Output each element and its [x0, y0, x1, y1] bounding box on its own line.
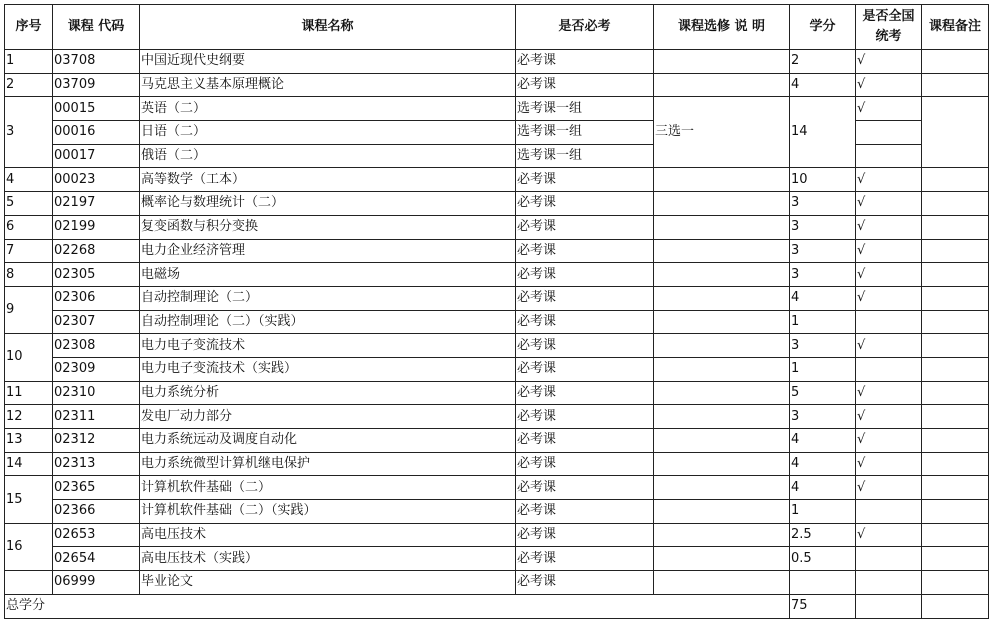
credits-cell: 1 [790, 310, 856, 334]
name-cell: 高等数学（工本） [140, 168, 516, 192]
credits-cell: 10 [790, 168, 856, 192]
national-cell: √ [856, 452, 922, 476]
seq-cell: 6 [5, 215, 53, 239]
table-row [5, 429, 989, 453]
type-cell: 必考课 [516, 334, 654, 358]
note-cell [654, 50, 790, 74]
name-cell: 英语（二） [140, 97, 516, 121]
type-cell: 必考课 [516, 239, 654, 263]
remark-cell [922, 500, 989, 524]
header-course-name: 课程名称 [140, 5, 516, 50]
type-cell: 选考课一组 [516, 144, 654, 168]
remark-cell [922, 50, 989, 74]
name-cell: 发电厂动力部分 [140, 405, 516, 429]
name-cell: 电力企业经济管理 [140, 239, 516, 263]
type-cell: 必考课 [516, 168, 654, 192]
national-cell [856, 310, 922, 334]
type-cell: 必考课 [516, 215, 654, 239]
remark-cell [922, 547, 989, 571]
remark-cell [922, 429, 989, 453]
credits-cell: 4 [790, 476, 856, 500]
table-row [5, 168, 989, 192]
table-row [5, 571, 989, 595]
name-cell: 计算机软件基础（二） [140, 476, 516, 500]
code-cell: 02268 [53, 239, 140, 263]
code-cell: 02197 [53, 192, 140, 216]
note-cell [654, 263, 790, 287]
code-cell: 02307 [53, 310, 140, 334]
code-cell: 02365 [53, 476, 140, 500]
name-cell: 日语（二） [140, 121, 516, 145]
note-cell [654, 239, 790, 263]
remark-cell [922, 523, 989, 547]
table-row [5, 50, 989, 74]
credits-cell: 0.5 [790, 547, 856, 571]
seq-cell: 13 [5, 429, 53, 453]
name-cell: 复变函数与积分变换 [140, 215, 516, 239]
note-cell [654, 547, 790, 571]
credits-cell: 1 [790, 357, 856, 381]
name-cell: 电力电子变流技术（实践） [140, 357, 516, 381]
type-cell: 选考课一组 [516, 97, 654, 121]
name-cell: 电力系统微型计算机继电保护 [140, 452, 516, 476]
seq-cell [5, 571, 53, 595]
seq-cell: 10 [5, 334, 53, 381]
note-cell: 三选一 [654, 97, 790, 168]
seq-cell: 7 [5, 239, 53, 263]
national-cell: √ [856, 50, 922, 74]
credits-cell: 4 [790, 452, 856, 476]
table-row [5, 452, 989, 476]
code-cell: 02308 [53, 334, 140, 358]
header-seq: 序号 [5, 5, 53, 50]
seq-cell: 3 [5, 97, 53, 168]
name-cell: 自动控制理论（二） [140, 286, 516, 310]
national-cell: √ [856, 334, 922, 358]
note-cell [654, 476, 790, 500]
remark-cell [922, 73, 989, 97]
note-cell [654, 215, 790, 239]
national-cell: √ [856, 215, 922, 239]
type-cell: 必考课 [516, 547, 654, 571]
national-cell: √ [856, 192, 922, 216]
code-cell: 02305 [53, 263, 140, 287]
code-cell: 02306 [53, 286, 140, 310]
type-cell: 选考课一组 [516, 121, 654, 145]
code-cell: 02653 [53, 523, 140, 547]
name-cell: 中国近现代史纲要 [140, 50, 516, 74]
name-cell: 概率论与数理统计（二） [140, 192, 516, 216]
code-cell: 00015 [53, 97, 140, 121]
national-cell: √ [856, 263, 922, 287]
type-cell: 必考课 [516, 50, 654, 74]
credits-cell [790, 571, 856, 595]
type-cell: 必考课 [516, 263, 654, 287]
note-cell [654, 429, 790, 453]
credits-cell: 3 [790, 239, 856, 263]
table-row [5, 310, 989, 334]
note-cell [654, 452, 790, 476]
national-cell: √ [856, 476, 922, 500]
name-cell: 计算机软件基础（二）（实践） [140, 500, 516, 524]
code-cell: 00016 [53, 121, 140, 145]
course-table [4, 4, 989, 619]
type-cell: 必考课 [516, 476, 654, 500]
table-row [5, 500, 989, 524]
remark-cell [922, 215, 989, 239]
type-cell: 必考课 [516, 357, 654, 381]
seq-cell: 11 [5, 381, 53, 405]
code-cell: 02199 [53, 215, 140, 239]
credits-cell: 2.5 [790, 523, 856, 547]
remark-cell [922, 405, 989, 429]
name-cell: 毕业论文 [140, 571, 516, 595]
seq-cell: 12 [5, 405, 53, 429]
seq-cell: 5 [5, 192, 53, 216]
table-row [5, 405, 989, 429]
table-row [5, 547, 989, 571]
name-cell: 电磁场 [140, 263, 516, 287]
name-cell: 高电压技术（实践） [140, 547, 516, 571]
note-cell [654, 571, 790, 595]
type-cell: 必考课 [516, 429, 654, 453]
table-row [5, 334, 989, 358]
name-cell: 电力系统分析 [140, 381, 516, 405]
remark-cell [922, 334, 989, 358]
header-row [5, 5, 989, 50]
header-national-exam: 是否全国统考 [856, 5, 922, 50]
credits-cell: 3 [790, 334, 856, 358]
type-cell: 必考课 [516, 500, 654, 524]
table-row [5, 381, 989, 405]
header-remark: 课程备注 [922, 5, 989, 50]
note-cell [654, 192, 790, 216]
credits-cell: 4 [790, 429, 856, 453]
national-cell: √ [856, 523, 922, 547]
type-cell: 必考课 [516, 381, 654, 405]
code-cell: 00017 [53, 144, 140, 168]
national-cell: √ [856, 239, 922, 263]
note-cell [654, 73, 790, 97]
remark-cell [922, 452, 989, 476]
code-cell: 02310 [53, 381, 140, 405]
note-cell [654, 168, 790, 192]
note-cell [654, 357, 790, 381]
note-cell [654, 523, 790, 547]
credits-cell: 3 [790, 192, 856, 216]
remark-cell [922, 594, 989, 618]
remark-cell [922, 357, 989, 381]
credits-cell: 14 [790, 97, 856, 168]
code-cell: 02312 [53, 429, 140, 453]
total-credits: 75 [790, 594, 856, 618]
code-cell: 03708 [53, 50, 140, 74]
national-cell: √ [856, 381, 922, 405]
seq-cell: 4 [5, 168, 53, 192]
credits-cell: 1 [790, 500, 856, 524]
national-cell [856, 357, 922, 381]
remark-cell [922, 168, 989, 192]
table-row [5, 97, 989, 121]
name-cell: 高电压技术 [140, 523, 516, 547]
code-cell: 02311 [53, 405, 140, 429]
national-cell: √ [856, 286, 922, 310]
remark-cell [922, 97, 989, 168]
national-cell: √ [856, 97, 922, 121]
national-cell [856, 547, 922, 571]
seq-cell: 14 [5, 452, 53, 476]
type-cell: 必考课 [516, 310, 654, 334]
national-cell: √ [856, 73, 922, 97]
seq-cell: 9 [5, 286, 53, 333]
code-cell: 03709 [53, 73, 140, 97]
remark-cell [922, 239, 989, 263]
credits-cell: 4 [790, 73, 856, 97]
national-cell [856, 500, 922, 524]
total-row [5, 594, 989, 618]
total-label: 总学分 [5, 594, 790, 618]
national-cell [856, 121, 922, 145]
code-cell: 02366 [53, 500, 140, 524]
code-cell: 02654 [53, 547, 140, 571]
table-row [5, 73, 989, 97]
type-cell: 必考课 [516, 405, 654, 429]
seq-cell: 1 [5, 50, 53, 74]
type-cell: 必考课 [516, 571, 654, 595]
remark-cell [922, 310, 989, 334]
header-course-code: 课程 代码 [53, 5, 140, 50]
type-cell: 必考课 [516, 523, 654, 547]
type-cell: 必考课 [516, 73, 654, 97]
remark-cell [922, 286, 989, 310]
credits-cell: 3 [790, 263, 856, 287]
note-cell [654, 286, 790, 310]
remark-cell [922, 571, 989, 595]
remark-cell [922, 263, 989, 287]
note-cell [654, 405, 790, 429]
type-cell: 必考课 [516, 286, 654, 310]
national-cell [856, 594, 922, 618]
table-row [5, 286, 989, 310]
national-cell: √ [856, 405, 922, 429]
name-cell: 俄语（二） [140, 144, 516, 168]
name-cell: 马克思主义基本原理概论 [140, 73, 516, 97]
seq-cell: 16 [5, 523, 53, 570]
name-cell: 电力系统远动及调度自动化 [140, 429, 516, 453]
header-credits: 学分 [790, 5, 856, 50]
code-cell: 02309 [53, 357, 140, 381]
table-row [5, 357, 989, 381]
national-cell [856, 144, 922, 168]
seq-cell: 2 [5, 73, 53, 97]
remark-cell [922, 476, 989, 500]
table-row [5, 215, 989, 239]
table-row [5, 523, 989, 547]
code-cell: 02313 [53, 452, 140, 476]
name-cell: 自动控制理论（二）（实践） [140, 310, 516, 334]
credits-cell: 4 [790, 286, 856, 310]
header-elective-note: 课程选修 说 明 [654, 5, 790, 50]
remark-cell [922, 381, 989, 405]
table-row [5, 476, 989, 500]
table-row [5, 192, 989, 216]
national-cell: √ [856, 168, 922, 192]
remark-cell [922, 192, 989, 216]
national-cell: √ [856, 429, 922, 453]
note-cell [654, 500, 790, 524]
table-row [5, 239, 989, 263]
name-cell: 电力电子变流技术 [140, 334, 516, 358]
note-cell [654, 334, 790, 358]
credits-cell: 3 [790, 215, 856, 239]
note-cell [654, 381, 790, 405]
type-cell: 必考课 [516, 192, 654, 216]
credits-cell: 3 [790, 405, 856, 429]
table-row [5, 263, 989, 287]
header-required: 是否必考 [516, 5, 654, 50]
credits-cell: 5 [790, 381, 856, 405]
seq-cell: 15 [5, 476, 53, 523]
credits-cell: 2 [790, 50, 856, 74]
note-cell [654, 310, 790, 334]
seq-cell: 8 [5, 263, 53, 287]
type-cell: 必考课 [516, 452, 654, 476]
code-cell: 00023 [53, 168, 140, 192]
national-cell [856, 571, 922, 595]
code-cell: 06999 [53, 571, 140, 595]
